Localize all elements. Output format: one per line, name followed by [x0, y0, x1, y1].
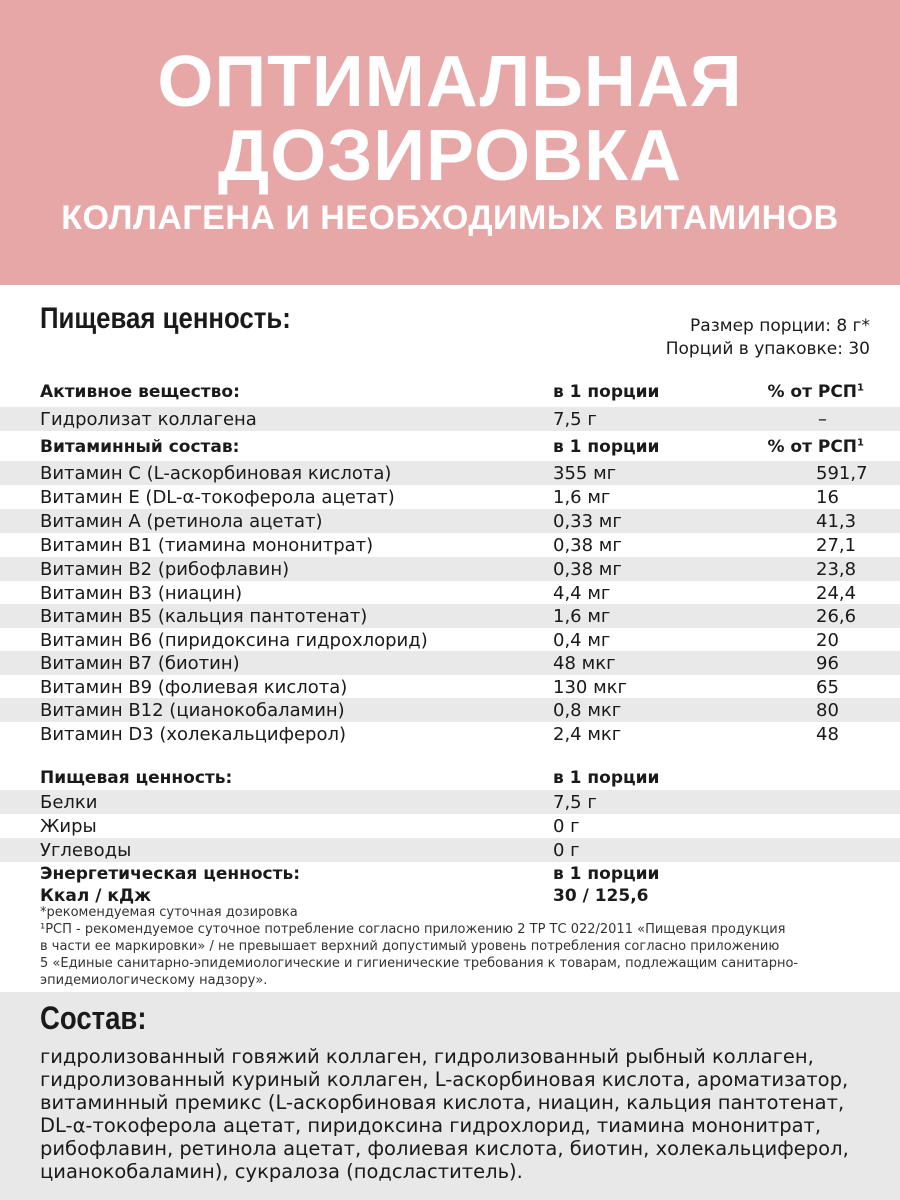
cell-percent: 48 [816, 724, 839, 745]
serving-size: Размер порции: 8 г* [690, 316, 870, 336]
table-row [0, 581, 900, 605]
cell-amount: 1,6 мг [553, 487, 611, 508]
cell-amount: 0,8 мкг [553, 700, 622, 721]
energy-unit: Ккал / кДж [40, 886, 151, 906]
headline-line-1: ОПТИМАЛЬНАЯ [157, 42, 743, 122]
cell-amount: 0,38 мг [553, 535, 622, 556]
cell-amount: 0,38 мг [553, 559, 622, 580]
cell-name: Углеводы [40, 840, 132, 861]
cell-amount: 7,5 г [553, 792, 597, 813]
header-banner [0, 0, 900, 285]
cell-name: Витамин Е (DL-α-токоферола ацетат) [40, 487, 395, 508]
table-row [0, 604, 900, 628]
cell-percent: 96 [816, 653, 839, 674]
table-row [0, 628, 900, 652]
composition-title: Состав: [40, 1000, 147, 1036]
portion-column-header: в 1 порции [553, 864, 660, 884]
cell-percent: 65 [816, 677, 839, 698]
cell-amount: 7,5 г [553, 409, 597, 430]
footnote-line: 5 «Единые санитарно-эпидемиологические и гигиенические требования к товарам, подлежащим санитарно- [40, 956, 799, 971]
portion-column-header: в 1 порции [553, 382, 660, 402]
cell-percent: 41,3 [816, 511, 857, 532]
table-row [0, 814, 900, 838]
table-row [0, 790, 900, 814]
cell-name: Белки [40, 792, 98, 813]
cell-name: Витамин D3 (холекальциферол) [40, 724, 347, 745]
cell-percent: – [818, 409, 827, 430]
cell-name: Витамин В12 (цианокобаламин) [40, 700, 345, 721]
cell-name: Витамин В2 (рибофлавин) [40, 559, 290, 580]
cell-name: Витамин В7 (биотин) [40, 653, 240, 674]
active-header-row [0, 380, 900, 404]
table-row [0, 557, 900, 581]
cell-amount: 0 г [553, 816, 580, 837]
table-row [0, 651, 900, 675]
energy-header: Энергетическая ценность: [40, 864, 300, 884]
cell-percent: 591,7 [816, 463, 868, 484]
cell-name: Витамин А (ретинола ацетат) [40, 511, 323, 532]
nutritional-header-row [0, 766, 900, 790]
cell-amount: 1,6 мг [553, 606, 611, 627]
composition-line: DL-α-токоферола ацетат, пиридоксина гидрохлорид, тиамина мононитрат, [40, 1114, 822, 1137]
table-row [0, 838, 900, 862]
footnote-line: ¹РСП - рекомендуемое суточное потребление согласно приложению 2 ТР ТС 022/2011 «Пищевая продукция [40, 922, 786, 937]
cell-amount: 48 мкг [553, 653, 616, 674]
cell-name: Жиры [40, 816, 97, 837]
cell-percent: 23,8 [816, 559, 857, 580]
cell-name: Витамин В6 (пиридоксина гидрохлорид) [40, 630, 428, 651]
composition-line: витаминный премикс (L-аскорбиновая кислота, ниацин, кальция пантотенат, [40, 1091, 845, 1114]
cell-percent: 16 [816, 487, 839, 508]
cell-amount: 0 г [553, 840, 580, 861]
table-row [0, 485, 900, 509]
composition-text [40, 1045, 880, 1183]
cell-percent: 80 [816, 700, 839, 721]
footnotes [40, 904, 880, 989]
cell-name: Гидролизат коллагена [40, 409, 257, 430]
rsp-footnote-mark: 1 [857, 382, 864, 394]
portion-column-header: в 1 порции [553, 768, 660, 788]
energy-header-row [0, 862, 900, 886]
cell-percent: 26,6 [816, 606, 857, 627]
table-row [0, 675, 900, 699]
cell-amount: 0,4 мг [553, 630, 611, 651]
footnote-line: в части ее маркировки» / не превышает верхний допустимый уровень потребления согласно приложению [40, 939, 780, 954]
energy-value: 30 / 125,6 [553, 886, 649, 906]
cell-name: Витамин В9 (фолиевая кислота) [40, 677, 348, 698]
cell-amount: 2,4 мкг [553, 724, 622, 745]
table-row [0, 509, 900, 533]
table-row [0, 698, 900, 722]
rsp-footnote-mark: 1 [857, 437, 864, 449]
cell-amount: 130 мкг [553, 677, 627, 698]
cell-name: Витамин С (L-аскорбиновая кислота) [40, 463, 392, 484]
cell-amount: 0,33 мг [553, 511, 622, 532]
composition-line: гидролизованный говяжий коллаген, гидролизованный рыбный коллаген, [40, 1045, 814, 1068]
table-row [0, 407, 900, 431]
composition-line: гидролизованный куриный коллаген, L-аскорбиновая кислота, ароматизатор, [40, 1068, 849, 1091]
vitamins-header: Витаминный состав: [40, 437, 240, 457]
cell-name: Витамин В3 (ниацин) [40, 583, 243, 604]
rsp-column-header [767, 437, 864, 457]
footnote-line: *рекомендуемая суточная дозировка [40, 905, 298, 920]
active-header: Активное вещество: [40, 382, 240, 402]
cell-percent: 20 [816, 630, 839, 651]
headline-subtitle: КОЛЛАГЕНА И НЕОБХОДИМЫХ ВИТАМИНОВ [61, 199, 839, 237]
nutritional-header: Пищевая ценность: [40, 768, 233, 788]
composition-line: цианокобаламин), сукралоза (подсластитель). [40, 1160, 523, 1183]
rsp-column-header [767, 382, 864, 402]
cell-amount: 355 мг [553, 463, 617, 484]
rsp-label: % от РСП [767, 437, 858, 457]
footnote-line: эпидемиологическому надзору». [40, 973, 268, 988]
table-row [0, 533, 900, 557]
vitamins-header-row [0, 435, 900, 459]
cell-percent: 27,1 [816, 535, 857, 556]
nutrition-title: Пищевая ценность: [40, 302, 291, 335]
headline-line-2: ДОЗИРОВКА [217, 116, 683, 196]
cell-percent: 24,4 [816, 583, 857, 604]
cell-name: Витамин В1 (тиамина мононитрат) [40, 535, 374, 556]
cell-name: Витамин В5 (кальция пантотенат) [40, 606, 368, 627]
composition-line: рибофлавин, ретинола ацетат, фолиевая кислота, биотин, холекальциферол, [40, 1137, 849, 1160]
cell-amount: 4,4 мг [553, 583, 611, 604]
table-row [0, 461, 900, 485]
servings-per-pack: Порций в упаковке: 30 [665, 339, 870, 359]
portion-column-header: в 1 порции [553, 437, 660, 457]
table-row [0, 722, 900, 746]
rsp-label: % от РСП [767, 382, 858, 402]
